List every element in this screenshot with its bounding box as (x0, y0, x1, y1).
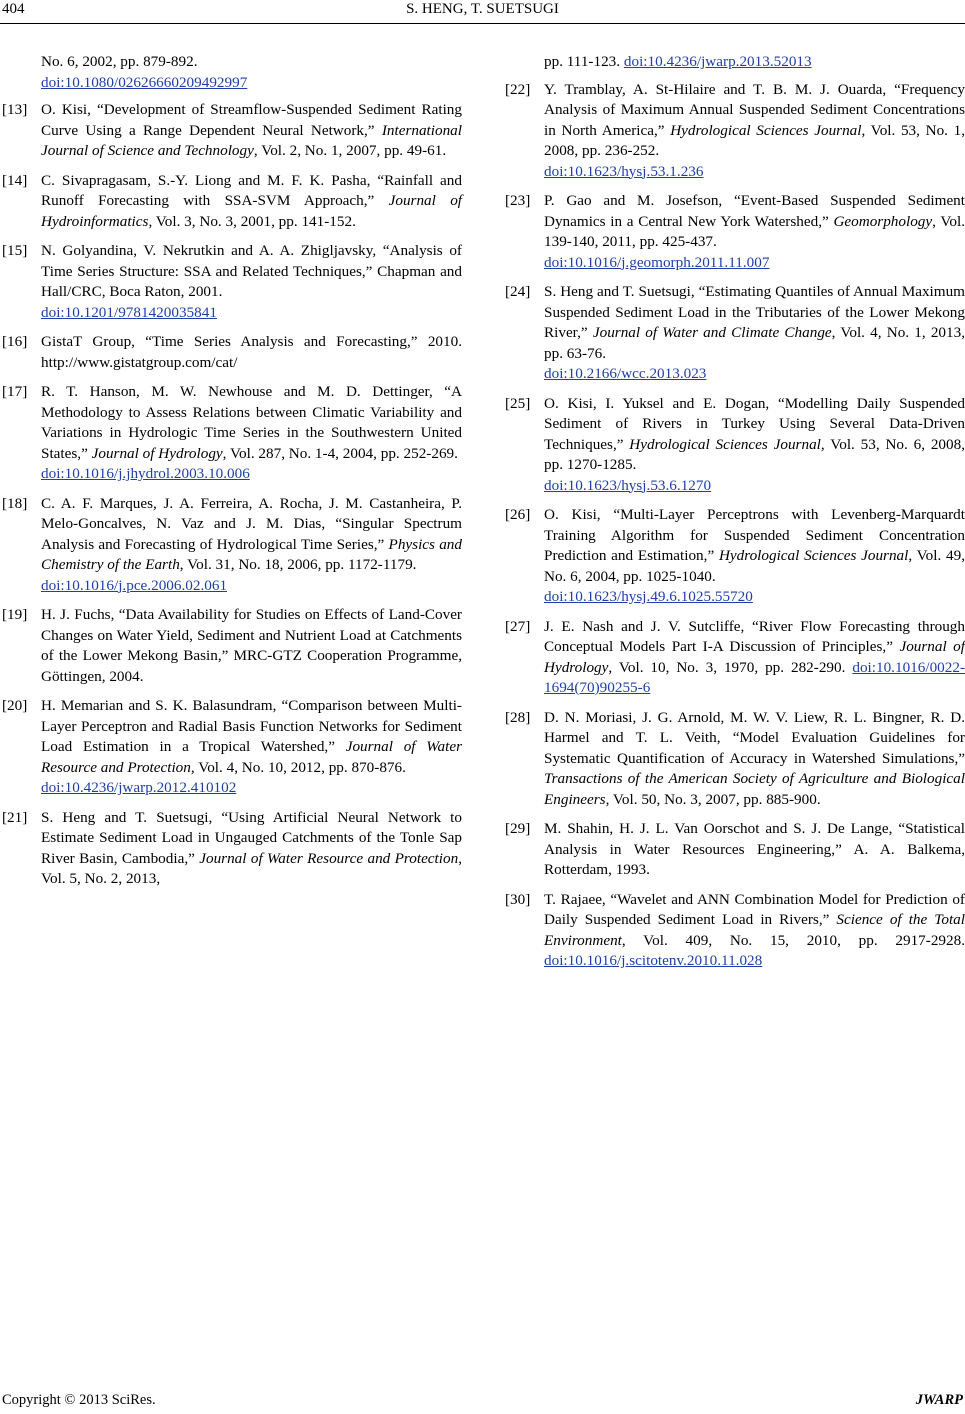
reference-number: [30] (505, 890, 531, 908)
reference-number: [22] (505, 80, 531, 98)
reference-text (544, 505, 965, 587)
reference-authors-title: M. Shahin, H. J. L. Van Oorschot and S. J. De Lange, “Statistical Analysis in Water Resources Engineering,” A. A. Balkema, Rotterdam, 1993. (544, 820, 965, 878)
reference-number: [28] (505, 708, 531, 726)
reference-number: [27] (505, 617, 531, 635)
reference-item (503, 708, 965, 811)
reference-text (544, 282, 965, 364)
reference-text (544, 708, 965, 811)
doi-link[interactable]: doi:10.1016/j.scitotenv.2010.11.028 (544, 952, 763, 969)
doi-link[interactable]: doi:10.1623/hysj.53.1.236 (544, 162, 704, 180)
reference-authors-title: S. Heng and T. Suetsugi, “Estimating Quantiles of Annual Maximum Suspended Sediment Load in the Tributaries of the Lower Mekong River,” (544, 283, 965, 341)
continuation-pages: pp. 111-123. (544, 53, 624, 70)
reference-source: Transactions of the American Society of Agriculture and Biological Engineers (544, 770, 965, 808)
reference-number: [29] (505, 820, 531, 837)
reference-text (41, 241, 462, 303)
reference-authors-title: T. Rajaee, “Wavelet and ANN Combination Model for Prediction of Daily Suspended Sediment Load in Rivers,” (544, 890, 965, 928)
reference-item (0, 808, 462, 890)
reference-item (503, 191, 965, 273)
reference-text (544, 394, 965, 476)
doi-link[interactable]: doi:10.2166/wcc.2013.023 (544, 365, 707, 382)
reference-source: Journal of Water and Climate Change (592, 324, 832, 341)
reference-details: , Vol. 4, No. 10, 2012, pp. 870-876. (190, 758, 406, 776)
reference-source: Journal of Hydrology (544, 638, 965, 676)
reference-authors-title: Y. Tramblay, A. St-Hilaire and T. B. M. J. Ouarda, “Frequency Analysis of Maximum Annual Suspended Sediment Concentrations in North America,” (544, 80, 965, 139)
reference-text (544, 819, 965, 881)
reference-authors-title: H. J. Fuchs, “Data Availability for Studies on Effects of Land-Cover Changes on Water Yield, Sediment and Nutrient Load at Catchments of the Lower Mekong Basin,” MRC-GTZ Cooperation Programme, Göttingen, 2004. (41, 606, 462, 685)
reference-source: Physics and Chemistry of the Earth (41, 535, 462, 573)
copyright-notice: Copyright © 2013 SciRes. (2, 1392, 156, 1408)
reference-authors-title: C. Sivapragasam, S.-Y. Liong and M. F. K. Pasha, “Rainfall and Runoff Forecasting with SSA-SVM Approach,” (41, 171, 462, 209)
running-head: S. HENG, T. SUETSUGI (406, 1, 559, 17)
reference-details: , Vol. 53, No. 1, 2008, pp. 236-252. (544, 121, 965, 159)
reference-number: [24] (505, 283, 531, 300)
reference-details: , Vol. 53, No. 6, 2008, pp. 1270-1285. (544, 435, 965, 473)
reference-details: , Vol. 287, No. 1-4, 2004, pp. 252-269. (222, 444, 458, 462)
reference-source: Hydrological Sciences Journal (629, 435, 821, 453)
reference-text (41, 171, 462, 233)
reference-authors-title: GistaT Group, “Time Series Analysis and Forecasting,” 2010. http://www.gistatgroup.com/cat/ (41, 333, 462, 371)
reference-number: [20] (2, 697, 28, 714)
reference-item (503, 80, 965, 183)
reference-details: , Vol. 50, No. 3, 2007, pp. 885-900. (605, 790, 821, 808)
reference-authors-title: C. A. F. Marques, J. A. Ferreira, A. Rocha, J. M. Castanheira, P. Melo-Goncalves, N. Vaz and J. M. Dias, “Singular Spectrum Analysis and Forecasting of Hydrological Time Series,” (41, 494, 462, 553)
doi-link[interactable]: doi:10.1623/hysj.53.6.1270 (544, 476, 712, 494)
reference-source: Journal of Hydroinformatics (41, 192, 463, 230)
reference-source: Journal of Water Resource and Protection (41, 738, 463, 776)
reference-item (0, 171, 462, 233)
reference-text (544, 191, 965, 253)
reference-source: Journal of Water Resource and Protection (199, 849, 459, 867)
reference-text (544, 890, 965, 972)
reference-list-left (0, 100, 462, 890)
reference-source: Hydrological Sciences Journal (670, 121, 862, 139)
page-header (0, 0, 965, 22)
reference-authors-title: R. T. Hanson, M. W. Newhouse and M. D. Dettinger, “A Methodology to Assess Relations between Climatic Variability and Variations in Hydrologic Time Series in the Southwestern United States,” (41, 383, 462, 462)
reference-authors-title: O. Kisi, “Development of Streamflow-Suspended Sediment Rating Curve Using a Range Dependent Neural Network,” (41, 101, 462, 139)
reference-authors-title: J. E. Nash and J. V. Sutcliffe, “River Flow Forecasting through Conceptual Models Part I-A Discussion of Principles,” (544, 617, 965, 655)
header-divider (0, 23, 965, 24)
reference-text (544, 80, 965, 162)
continuation-text: No. 6, 2002, pp. 879-892. (41, 53, 198, 70)
reference-source: International Journal of Science and Technology (41, 121, 462, 159)
reference-details: , Vol. 4, No. 1, 2013, pp. 63-76. (544, 324, 965, 362)
doi-link[interactable]: doi:10.4236/jwarp.2012.410102 (41, 779, 237, 796)
reference-authors-title: O. Kisi, “Multi-Layer Perceptrons with Levenberg-Marquardt Training Algorithm for Suspended Sediment Concentration Prediction and Estimation,” (544, 506, 965, 564)
reference-text (41, 605, 462, 687)
reference-text (544, 617, 965, 699)
reference-item (0, 241, 462, 323)
reference-source: Hydrological Sciences Journal (718, 547, 909, 564)
reference-number: [18] (2, 494, 28, 512)
reference-source: Science of the Total Environment (544, 911, 965, 949)
reference-authors-title: H. Memarian and S. K. Balasundram, “Comparison between Multi-Layer Perceptron and Radial Basis Function Networks for Sediment Load Estimation in a Tropical Watershed,” (41, 697, 462, 755)
left-column (0, 52, 462, 899)
reference-number: [23] (505, 192, 531, 209)
reference-details: , Vol. 409, No. 15, 2010, pp. 2917-2928. (621, 931, 965, 949)
doi-link[interactable]: doi:10.1201/9781420035841 (41, 303, 217, 321)
reference-text (41, 696, 462, 778)
doi-link[interactable]: doi:10.1016/0022-1694(70)90255-6 (544, 658, 965, 696)
reference-item (0, 605, 462, 687)
reference-item (503, 282, 965, 385)
doi-link[interactable]: doi:10.1016/j.pce.2006.02.061 (41, 576, 228, 594)
reference-text (41, 494, 462, 576)
reference-number: [17] (2, 383, 28, 400)
reference-details: , Vol. 31, No. 18, 2006, pp. 1172-1179. (179, 556, 417, 573)
reference-authors-title: D. N. Moriasi, J. G. Arnold, M. W. V. Liew, R. L. Bingner, R. D. Harmel and T. L. Veith, “Model Evaluation Guidelines for Systematic Quantification of Accuracy in Watershed Simulations,” (544, 708, 965, 767)
reference-details: , Vol. 2, No. 1, 2007, pp. 49-61. (253, 142, 447, 159)
reference-details: , Vol. 139-140, 2011, pp. 425-437. (544, 212, 965, 250)
reference-authors-title: N. Golyandina, V. Nekrutkin and A. A. Zhigljavsky, “Analysis of Time Series Structure: SSA and Related Techniques,” Chapman and Hall/CRC, Boca Raton, 2001. (41, 242, 462, 300)
journal-abbreviation: JWARP (915, 1392, 963, 1408)
reference-number: [25] (505, 394, 531, 412)
page-number: 404 (2, 1, 25, 17)
reference-authors-title: S. Heng and T. Suetsugi, “Using Artificial Neural Network to Estimate Sediment Load in Ungauged Catchments of the Tonle Sap River Basin, Cambodia,” (41, 808, 462, 867)
reference-number: [13] (2, 101, 28, 118)
reference-item (0, 494, 462, 597)
doi-link[interactable]: doi:10.1016/j.jhydrol.2003.10.006 (41, 465, 250, 482)
reference-item (0, 332, 462, 373)
reference-item (503, 394, 965, 497)
reference-source: Journal of Hydrology (91, 444, 223, 462)
reference-text (41, 332, 462, 373)
reference-number: [26] (505, 506, 531, 523)
reference-authors-title: O. Kisi, I. Yuksel and E. Dogan, “Modelling Daily Suspended Sediment of Rivers in Turkey Using Several Data-Driven Techniques,” (544, 394, 965, 453)
reference-item (503, 819, 965, 881)
reference-details: , Vol. 5, No. 2, 2013, (41, 849, 462, 887)
reference-list-right (503, 80, 965, 972)
doi-link[interactable]: doi:10.1016/j.geomorph.2011.11.007 (544, 253, 770, 271)
reference-number: [19] (2, 606, 28, 623)
reference-authors-title: P. Gao and M. Josefson, “Event-Based Suspended Sediment Dynamics in a Central New York Watershed,” (544, 192, 965, 230)
reference-item (503, 617, 965, 699)
reference-text (41, 382, 462, 464)
reference-text (41, 808, 462, 890)
reference-item (0, 100, 462, 162)
reference-details: , Vol. 10, No. 3, 1970, pp. 282-290. (608, 658, 853, 676)
reference-number: [15] (2, 242, 28, 259)
reference-item (0, 696, 462, 799)
reference-item (503, 890, 965, 972)
doi-link[interactable]: doi:10.1080/02626660209492997 (41, 73, 248, 91)
reference-continuation (0, 52, 462, 93)
reference-text (41, 100, 462, 162)
doi-link[interactable]: doi:10.4236/jwarp.2013.52013 (623, 53, 812, 70)
reference-number: [21] (2, 808, 28, 826)
right-column (503, 52, 965, 981)
reference-number: [16] (2, 333, 28, 350)
reference-source: Geomorphology (833, 212, 933, 230)
reference-details: , Vol. 3, No. 3, 2001, pp. 141-152. (148, 212, 356, 230)
reference-continuation (503, 52, 965, 73)
continuation-text (544, 52, 965, 73)
reference-item (503, 505, 965, 608)
reference-details: , Vol. 49, No. 6, 2004, pp. 1025-1040. (544, 547, 965, 585)
doi-link[interactable]: doi:10.1623/hysj.49.6.1025.55720 (544, 588, 753, 605)
reference-number: [14] (2, 171, 28, 189)
reference-item (0, 382, 462, 485)
